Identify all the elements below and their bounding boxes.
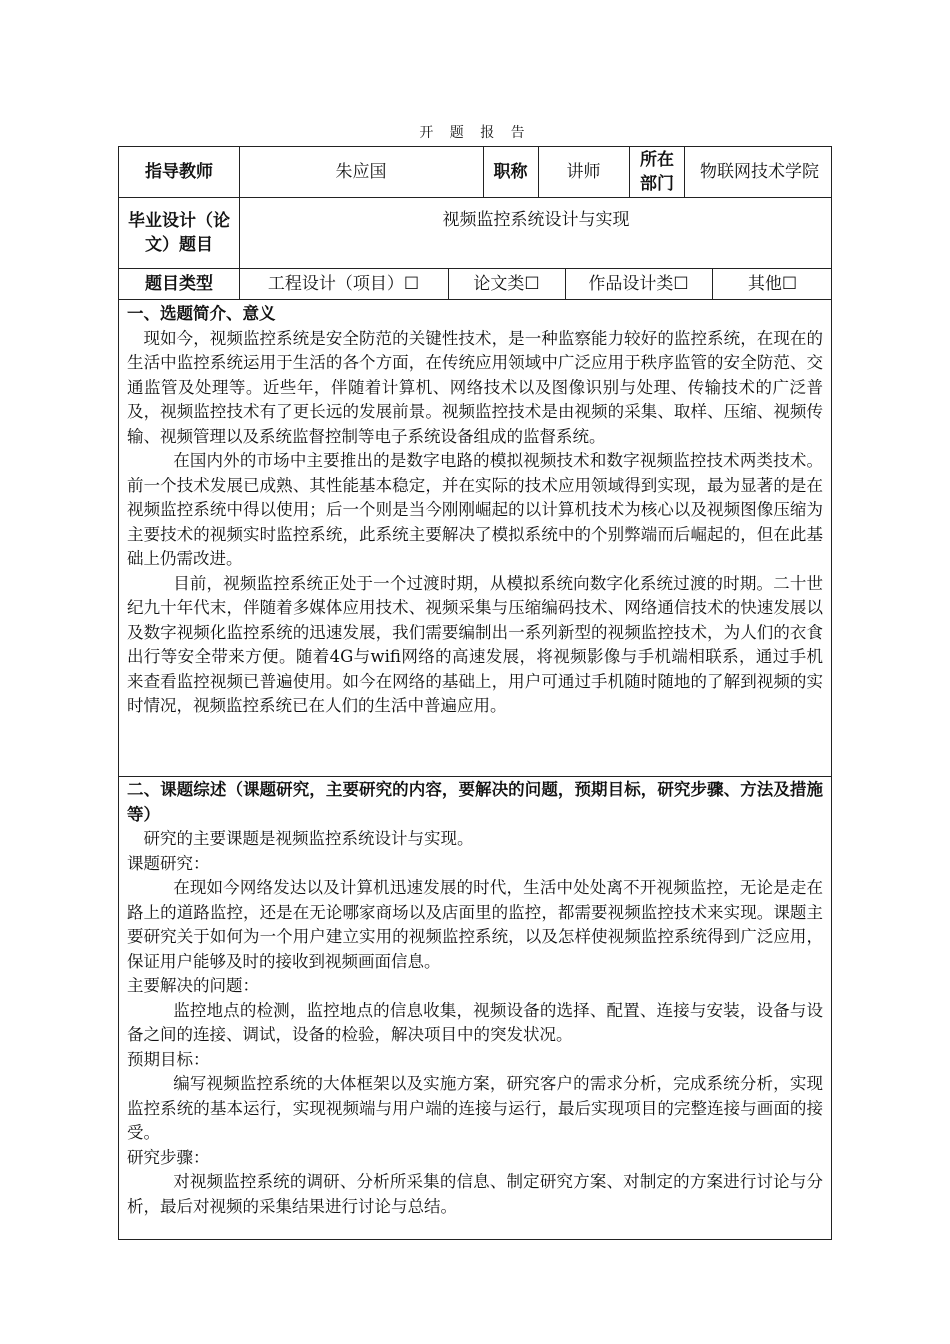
dept-label: 所在部门 bbox=[640, 150, 674, 194]
section2-intro: 研究的主要课题是视频监控系统设计与实现。 bbox=[143, 829, 474, 848]
steps-label: 研究步骤： bbox=[127, 1147, 210, 1167]
research-label: 课题研究： bbox=[127, 853, 210, 873]
research-text: 在现如今网络发达以及计算机迅速发展的时代，生活中处处离不开视频监控，无论是走在路上的道路监控，还是在无论哪家商场以及店面里的监控，都需要视频监控技术来实现。课题主要研究关于如何为一个用户建立实用的视频监控系统，以及怎样使视频监控系统得到广泛应用，保证用户能够及时的接收到视频画面信息。 bbox=[127, 878, 823, 971]
report-title: 开 题 报 告 bbox=[419, 125, 531, 141]
section1-paragraph: 目前，视频监控系统正处于一个过渡时期，从模拟系统向数字化系统过渡的时期。二十世纪九十年代末，伴随着多媒体应用技术、视频采集与压缩编码技术、网络通信技术的快速发展以及数字视频化监控系统的迅速发展，我们需要编制出一系列新型的视频监控技术，为人们的衣食出行等安全带来方便。随着4G与wifi网络的高速发展，将视频影像与手机端相联系，通过手机来查看监控视频已普遍使用。如今在网络的基础上，用户可通过手机随时随地的了解到视频的实时情况，视频监控系统已在人们的生活中普遍应用。 bbox=[127, 573, 823, 715]
section2-heading: 二、课题综述（课题研究，主要研究的内容，要解决的问题，预期目标，研究步骤、方法及措施等） bbox=[127, 780, 823, 824]
advisor-label: 指导教师 bbox=[145, 162, 213, 182]
col-divider bbox=[684, 147, 685, 197]
type-option-work[interactable]: 作品设计类☐ bbox=[588, 273, 689, 294]
col-divider bbox=[629, 147, 630, 197]
proposal-form bbox=[118, 146, 832, 1240]
advisor-value: 朱应国 bbox=[335, 162, 387, 182]
section-intro bbox=[119, 302, 831, 719]
section-review bbox=[119, 778, 831, 1219]
type-option-thesis[interactable]: 论文类☐ bbox=[473, 273, 540, 294]
type-option-engineering[interactable]: 工程设计（项目）☐ bbox=[267, 273, 420, 294]
steps-text: 对视频监控系统的调研、分析所采集的信息、制定研究方案、对制定的方案进行讨论与分析，最后对视频的采集结果进行讨论与总结。 bbox=[127, 1172, 823, 1216]
section1-paragraph: 在国内外的市场中主要推出的是数字电路的模拟视频技术和数字视频监控技术两类技术。前一个技术发展已成熟、其性能基本稳定，并在实际的技术应用领域得到实现，最为显著的是在视频监控系统中得以使用；后一个则是当今刚刚崛起的以计算机技术为核心以及视频图像压缩为主要技术的视频实时监控系统，此系统主要解决了模拟系统中的个别弊端而后崛起的，但在此基础上仍需改进。 bbox=[127, 451, 823, 568]
row-divider bbox=[119, 776, 831, 777]
problems-label: 主要解决的问题： bbox=[127, 976, 259, 995]
row-divider bbox=[119, 299, 831, 300]
topic-label: 毕业设计（论文）题目 bbox=[128, 210, 230, 255]
section1-heading: 一、选题简介、意义 bbox=[127, 304, 276, 323]
type-label: 题目类型 bbox=[145, 273, 213, 294]
dept-value: 物联网技术学院 bbox=[700, 162, 819, 182]
problems-text: 监控地点的检测，监控地点的信息收集，视频设备的选择、配置、连接与安装，设备与设备之间的连接、调试，设备的检验，解决项目中的突发状况。 bbox=[127, 1000, 823, 1044]
goals-text: 编写视频监控系统的大体框架以及实施方案，研究客户的需求分析，完成系统分析，实现监控系统的基本运行，实现视频端与用户端的连接与运行，最后实现项目的完整连接与画面的接受。 bbox=[127, 1074, 823, 1142]
section1-paragraph: 现如今，视频监控系统是安全防范的关键性技术，是一种监察能力较好的监控系统，在现在的生活中监控系统运用于生活的各个方面，在传统应用领域中广泛应用于秩序监管的安全防范、交通监管及处理等。近些年，伴随着计算机、网络技术以及图像识别与处理、传输技术的广泛普及，视频监控技术有了更长远的发展前景。视频监控技术是由视频的采集、取样、压缩、视频传输、视频管理以及系统监督控制等电子系统设备组成的监督系统。 bbox=[127, 328, 823, 446]
goals-label: 预期目标： bbox=[127, 1049, 210, 1069]
rank-value: 讲师 bbox=[566, 162, 601, 182]
topic-value: 视频监控系统设计与实现 bbox=[442, 210, 630, 230]
type-option-other[interactable]: 其他☐ bbox=[747, 273, 798, 294]
rank-label: 职称 bbox=[493, 162, 528, 182]
